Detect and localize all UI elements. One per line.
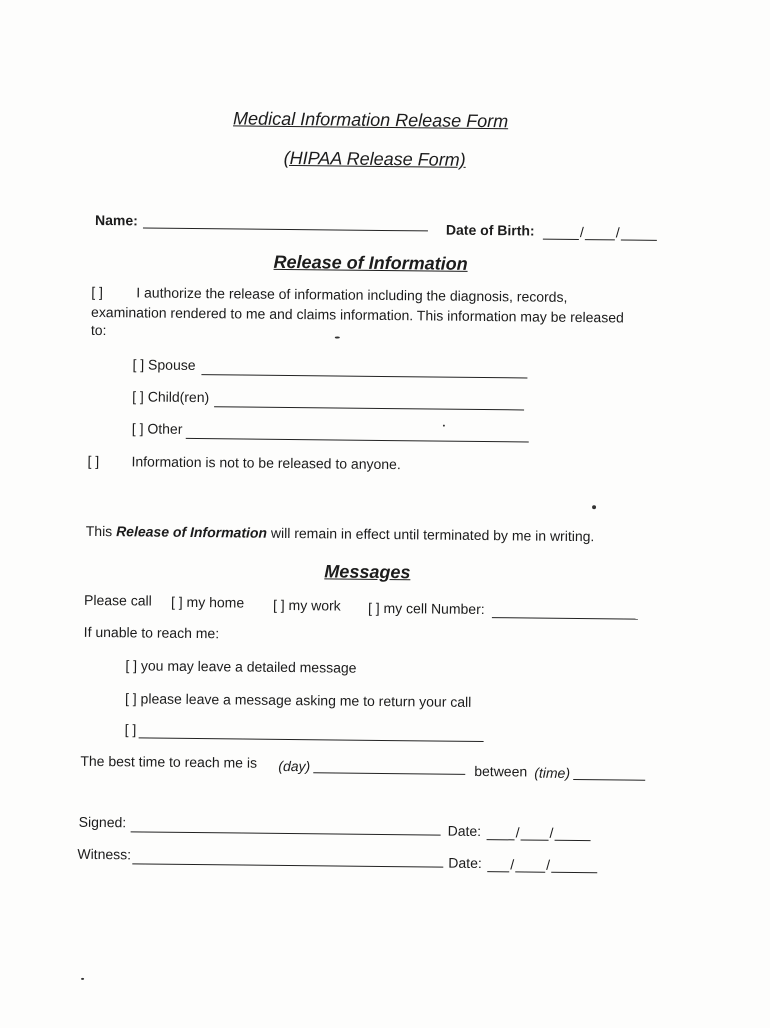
effect-emphasis: Release of Information xyxy=(116,523,268,541)
custom-message-checkbox[interactable]: [ ] xyxy=(124,721,137,738)
call-home-option[interactable] xyxy=(171,594,244,611)
call-work-label: my work xyxy=(288,596,341,614)
signed-label: Signed: xyxy=(78,813,127,831)
children-checkbox[interactable]: [ ] xyxy=(132,388,144,405)
time-field[interactable] xyxy=(573,779,645,781)
detailed-message-checkbox[interactable]: [ ] xyxy=(125,657,138,674)
form-subtitle: (HIPAA Release Form) xyxy=(283,147,466,170)
not-released-text: Information is not to be released to anyone. xyxy=(131,453,401,473)
spouse-label: Spouse xyxy=(148,356,196,374)
return-call-checkbox[interactable]: [ ] xyxy=(124,690,137,707)
effect-suffix: will remain in effect until terminated by me in writing. xyxy=(270,524,595,545)
custom-message-field[interactable] xyxy=(139,737,484,742)
detailed-message-option[interactable] xyxy=(125,657,356,675)
signed-field[interactable] xyxy=(131,831,441,835)
other-label: Other xyxy=(147,420,183,437)
call-home-label: my home xyxy=(186,593,245,611)
day-label: (day) xyxy=(278,757,311,775)
witness-date-label: Date: xyxy=(448,854,482,872)
call-cell-option[interactable] xyxy=(368,600,485,617)
call-cell-label: my cell Number: xyxy=(383,599,485,618)
messages-heading: Messages xyxy=(324,561,411,583)
between-label: between xyxy=(474,762,528,780)
please-call-label: Please call xyxy=(83,591,152,609)
time-label: (time) xyxy=(534,764,571,781)
children-option[interactable] xyxy=(132,388,209,405)
other-option[interactable] xyxy=(132,420,183,437)
other-checkbox[interactable]: [ ] xyxy=(131,420,144,437)
authorize-text-line1: I authorize the release of information including the diagnosis, records, xyxy=(136,284,568,305)
call-work-checkbox[interactable]: [ ] xyxy=(272,596,285,613)
scan-speck xyxy=(335,336,340,338)
spouse-option[interactable] xyxy=(132,356,195,373)
best-time-label: The best time to reach me is xyxy=(80,752,258,771)
call-home-checkbox[interactable]: [ ] xyxy=(170,593,183,610)
scan-speck xyxy=(592,505,596,509)
authorize-checkbox[interactable]: [ ] xyxy=(91,283,104,301)
form-title: Medical Information Release Form xyxy=(233,108,509,132)
not-released-checkbox[interactable]: [ ] xyxy=(87,452,100,470)
effect-statement xyxy=(86,523,595,544)
call-cell-checkbox[interactable]: [ ] xyxy=(367,599,380,616)
name-field[interactable] xyxy=(143,227,428,231)
children-field[interactable] xyxy=(214,406,524,410)
day-field[interactable] xyxy=(313,772,465,775)
dob-field[interactable]: / / xyxy=(543,224,657,241)
scan-speck xyxy=(81,978,84,980)
detailed-message-label: you may leave a detailed message xyxy=(140,657,357,676)
scan-speck xyxy=(443,425,445,427)
signed-date-field[interactable]: / / xyxy=(487,824,591,841)
effect-prefix: This xyxy=(85,522,113,540)
cell-number-field[interactable] xyxy=(492,617,638,620)
name-label: Name: xyxy=(94,211,138,229)
spouse-checkbox[interactable]: [ ] xyxy=(132,356,145,373)
other-field[interactable] xyxy=(186,438,529,443)
custom-message-option[interactable] xyxy=(125,721,137,737)
witness-date-field[interactable]: / / xyxy=(487,856,597,873)
authorize-text-line3: to: xyxy=(90,321,107,339)
witness-label: Witness: xyxy=(77,845,132,863)
release-heading: Release of Information xyxy=(273,251,468,274)
children-label: Child(ren) xyxy=(147,388,210,406)
return-call-label: please leave a message asking me to return your call xyxy=(140,690,472,710)
dob-label: Date of Birth: xyxy=(445,221,535,239)
call-work-option[interactable] xyxy=(273,597,341,614)
signed-date-label: Date: xyxy=(447,822,482,840)
spouse-field[interactable] xyxy=(201,374,527,378)
unable-label: If unable to reach me: xyxy=(83,623,220,642)
return-call-option[interactable] xyxy=(125,690,471,710)
authorize-text-line2: examination rendered to me and claims information. This information may be released xyxy=(90,303,624,326)
witness-field[interactable] xyxy=(132,863,443,867)
